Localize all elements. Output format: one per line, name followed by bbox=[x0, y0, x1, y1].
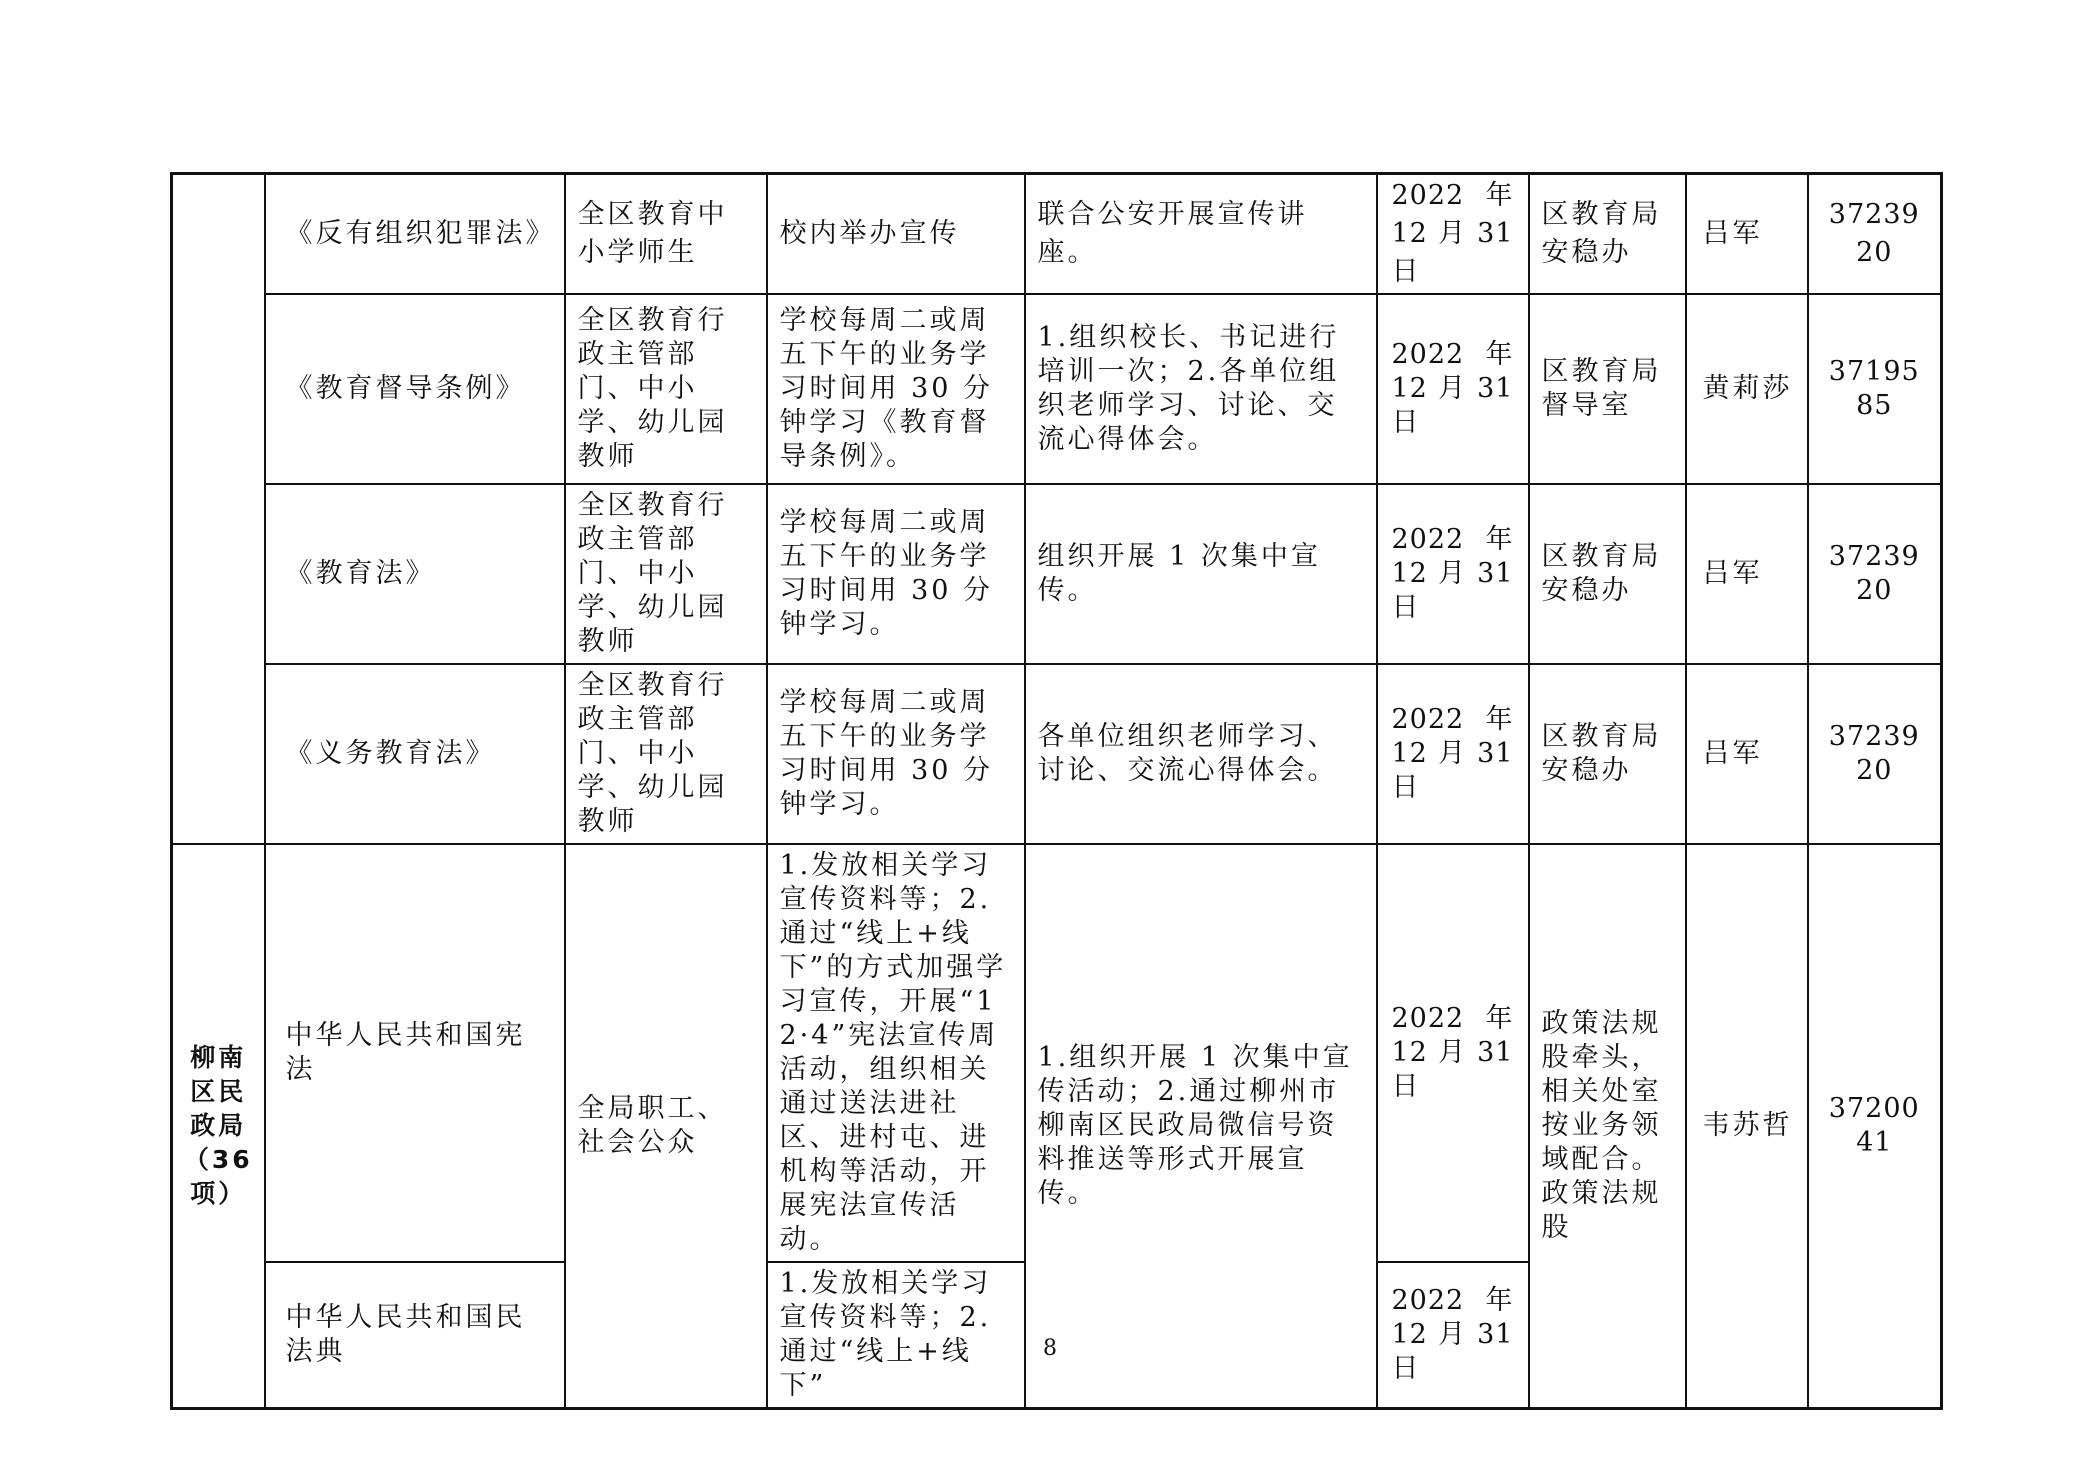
audience-cell: 全区教育行政主管部门、中小学、幼儿园教师 bbox=[565, 294, 767, 484]
audience-cell: 全区教育行政主管部门、中小学、幼儿园教师 bbox=[565, 484, 767, 664]
responsible-unit-cell: 政策法规股牵头，相关处室按业务领域配合。政策法规股 bbox=[1529, 844, 1686, 1409]
responsible-person-cell: 黄莉莎 bbox=[1686, 294, 1808, 484]
responsible-person-cell: 吕军 bbox=[1686, 664, 1808, 844]
responsible-unit-cell: 区教育局安稳办 bbox=[1529, 484, 1686, 664]
phone-cell: 3720041 bbox=[1808, 844, 1942, 1409]
phone-cell: 3719585 bbox=[1808, 294, 1942, 484]
responsible-unit-cell: 区教育局督导室 bbox=[1529, 294, 1686, 484]
audience-cell: 全区教育行政主管部门、中小学、幼儿园教师 bbox=[565, 664, 767, 844]
phone-cell: 3723920 bbox=[1808, 174, 1942, 295]
deadline-cell: 2022 年12 月 31日 bbox=[1377, 174, 1529, 295]
method-cell: 1.发放相关学习宣传资料等；2.通过“线上+线下”的方式加强学习宣传，开展“12·4”宪法宣传周活动，组织相关通过送法进社区、进村屯、进机构等活动，开展宪法宣传活动。 bbox=[767, 844, 1025, 1262]
phone-cell: 3723920 bbox=[1808, 664, 1942, 844]
responsible-unit-cell: 区教育局安稳办 bbox=[1529, 174, 1686, 295]
method-cell: 学校每周二或周五下午的业务学习时间用 30 分钟学习《教育督导条例》。 bbox=[767, 294, 1025, 484]
table-row bbox=[172, 484, 1942, 664]
responsible-unit-cell: 区教育局安稳办 bbox=[1529, 664, 1686, 844]
law-name-cell: 《教育督导条例》 bbox=[265, 294, 565, 484]
law-name-cell: 《反有组织犯罪法》 bbox=[265, 174, 565, 295]
method-cell: 校内举办宣传 bbox=[767, 174, 1025, 295]
law-name-cell: 《义务教育法》 bbox=[265, 664, 565, 844]
deadline-cell: 2022 年12 月 31日 bbox=[1377, 1262, 1529, 1409]
responsible-person-cell: 吕军 bbox=[1686, 174, 1808, 295]
law-name-cell: 中华人民共和国民法典 bbox=[265, 1262, 565, 1409]
method-cell: 1.发放相关学习宣传资料等；2.通过“线上+线下” bbox=[767, 1262, 1025, 1409]
phone-cell: 3723920 bbox=[1808, 484, 1942, 664]
table-row bbox=[172, 844, 1942, 1262]
table-row bbox=[172, 174, 1942, 295]
department-cell-continued bbox=[172, 174, 265, 845]
deadline-cell: 2022 年12 月 31日 bbox=[1377, 664, 1529, 844]
method-cell: 学校每周二或周五下午的业务学习时间用 30 分钟学习。 bbox=[767, 484, 1025, 664]
responsible-person-cell: 吕军 bbox=[1686, 484, 1808, 664]
activity-cell: 1.组织开展 1 次集中宣传活动；2.通过柳州市柳南区民政局微信号资料推送等形式开展宣传。 bbox=[1025, 844, 1377, 1409]
activity-cell: 组织开展 1 次集中宣传。 bbox=[1025, 484, 1377, 664]
activity-cell: 联合公安开展宣传讲座。 bbox=[1025, 174, 1377, 295]
activity-cell: 各单位组织老师学习、讨论、交流心得体会。 bbox=[1025, 664, 1377, 844]
law-name-cell: 《教育法》 bbox=[265, 484, 565, 664]
law-name-cell: 中华人民共和国宪法 bbox=[265, 844, 565, 1262]
page-number: 8 bbox=[1043, 1336, 1057, 1361]
responsible-person-cell: 韦苏哲 bbox=[1686, 844, 1808, 1409]
department-cell: 柳南区民政局（36项） bbox=[172, 844, 265, 1409]
table-row bbox=[172, 294, 1942, 484]
table-row bbox=[172, 664, 1942, 844]
audience-cell: 全区教育中小学师生 bbox=[565, 174, 767, 295]
method-cell: 学校每周二或周五下午的业务学习时间用 30 分钟学习。 bbox=[767, 664, 1025, 844]
deadline-cell: 2022 年12 月 31日 bbox=[1377, 484, 1529, 664]
publicity-plan-table bbox=[170, 172, 1943, 1410]
audience-cell: 全局职工、社会公众 bbox=[565, 844, 767, 1409]
deadline-cell: 2022 年12 月 31日 bbox=[1377, 294, 1529, 484]
activity-cell: 1.组织校长、书记进行培训一次；2.各单位组织老师学习、讨论、交流心得体会。 bbox=[1025, 294, 1377, 484]
deadline-cell: 2022 年12 月 31日 bbox=[1377, 844, 1529, 1262]
